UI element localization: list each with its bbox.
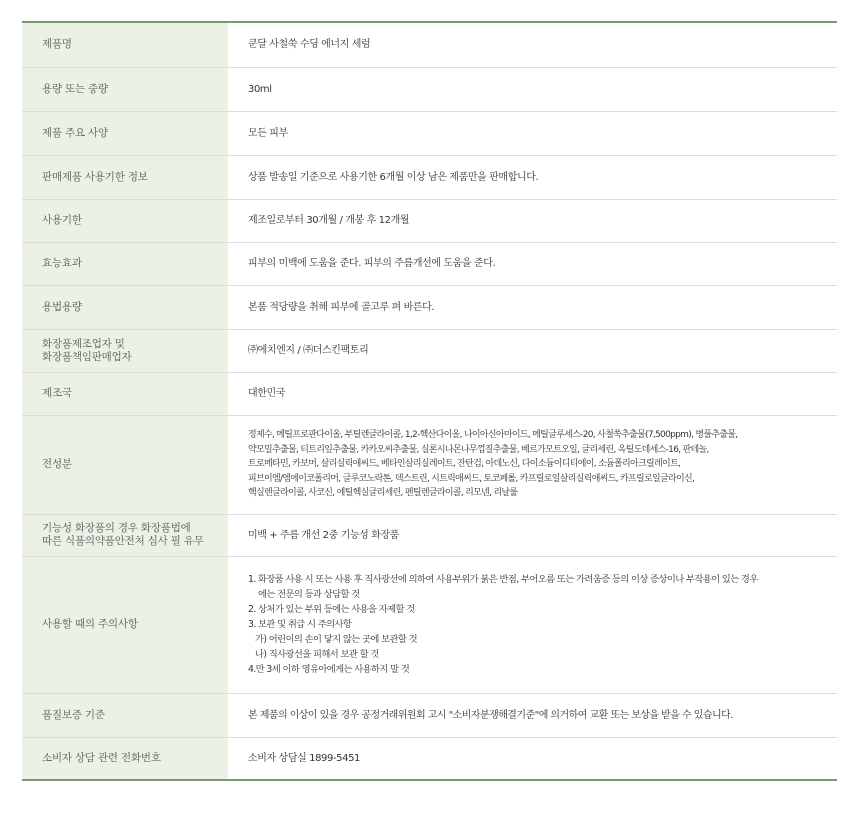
table-row-usage [22, 285, 837, 329]
value-line: 상품 발송일 기준으로 사용기한 6개월 이상 남은 제품만을 판매합니다. [248, 171, 539, 183]
row-label [22, 372, 228, 415]
label-line: 효능효과 [42, 257, 82, 269]
row-label [22, 111, 228, 155]
row-value [228, 199, 837, 242]
label-line: 따른 식품의약품안전처 심사 필 유무 [42, 535, 204, 547]
label-line: 기능성 화장품의 경우 화장품법에 [42, 522, 191, 534]
value-line: 에는 전문의 등과 상담할 것 [258, 589, 360, 600]
row-label [22, 693, 228, 737]
label-line: 품질보증 기준 [42, 708, 105, 721]
value-line: 정제수, 메틸프로판다이올, 부틸렌글라이콜, 1,2-헥산다이올, 나이아신아마이드, 메틸글루세스-20, 사철쑥추출물(7,500ppm), 병풀추출물, [248, 430, 738, 441]
value-line: 1. 화장품 사용 시 또는 사용 후 직사광선에 의하여 사용부위가 붉은 반점, 부어오름 또는 가려움증 등의 이상 증상이나 부작용이 있는 경우 [248, 574, 758, 585]
label-line: 제조국 [42, 387, 72, 399]
row-label [22, 737, 228, 780]
table-row-volume [22, 67, 837, 111]
value-line: 2. 상처가 있는 부위 등에는 사용을 자제할 것 [248, 604, 415, 615]
table-row-country [22, 372, 837, 415]
value-line: 미백 + 주름 개선 2중 기능성 화장품 [248, 529, 399, 541]
row-label [22, 556, 228, 693]
row-value [228, 737, 837, 780]
row-value [228, 329, 837, 372]
label-line: 소비자 상담 관련 전화번호 [42, 751, 161, 764]
table-row-quality-guarantee [22, 693, 837, 737]
value-line: 헥실렌글라이콜, 사코신, 에틸헥실글리세린, 펜틸렌글라이콜, 리모넨, 리날룰 [248, 488, 518, 499]
row-label [22, 155, 228, 199]
row-label [22, 514, 228, 556]
value-line: 본 제품의 이상이 있을 경우 공정거래위원회 고시 "소비자분쟁해결기준"에 의거하여 교환 또는 보상을 받을 수 있습니다. [248, 709, 733, 721]
row-label [22, 199, 228, 242]
row-value [228, 22, 837, 67]
value-line: 피브이엠/엠에이코폴리머, 글루코노락톤, 덱스트린, 시트릭애씨드, 토코페롤, 카프릴로일살리실릭애씨드, 카프릴로일글라이신, [248, 473, 695, 484]
product-info-table [22, 21, 837, 781]
value-line: 제조일로부터 30개월 / 개봉 후 12개월 [248, 215, 410, 226]
table-row-main-spec [22, 111, 837, 155]
row-label [22, 67, 228, 111]
value-line: 모든 피부 [248, 127, 288, 139]
table-row-functional-cosmetic [22, 514, 837, 556]
label-line: 제품 주요 사양 [42, 126, 108, 139]
table-row-consumer-phone [22, 737, 837, 780]
row-label [22, 242, 228, 285]
label-line: 용량 또는 중량 [42, 82, 108, 95]
label-line: 사용기한 [42, 214, 82, 226]
table-row-manufacturer [22, 329, 837, 372]
row-label [22, 329, 228, 372]
value-line: 대한민국 [248, 388, 286, 399]
value-line: 쿤달 사철쑥 수딩 에너지 세럼 [248, 39, 371, 51]
row-value [228, 242, 837, 285]
row-value [228, 514, 837, 556]
row-value [228, 67, 837, 111]
row-label [22, 285, 228, 329]
row-value [228, 415, 837, 514]
value-line: 약모밀추출물, 티트리잎추출물, 카카오씨추출물, 실론시나몬나무껍질추출물, 베르가모트오일, 글리세린, 옥틸도데세스-16, 판테놀, [248, 444, 709, 455]
label-line: 사용할 때의 주의사항 [42, 618, 138, 630]
value-line: 나) 직사광선을 피해서 보관 할 것 [255, 649, 379, 660]
label-line: 용법용량 [42, 300, 82, 313]
row-value [228, 111, 837, 155]
row-value [228, 155, 837, 199]
table-row-efficacy [22, 242, 837, 285]
value-line: ㈜에치엔지 / ㈜더스킨팩토리 [248, 345, 369, 356]
table-row-sales-expiry-info [22, 155, 837, 199]
table-row-ingredients [22, 415, 837, 514]
value-line: 피부의 미백에 도움을 준다. 피부의 주름개선에 도움을 준다. [248, 258, 496, 269]
value-line: 트로메타민, 카보머, 살리실릭애씨드, 베타인살리실레이트, 잔탄검, 아데노신, 다이소듐이디티에이, 소듐폴리아크릴레이트, [248, 459, 681, 470]
row-label [22, 22, 228, 67]
value-line: 본품 적당량을 취해 피부에 골고루 펴 바른다. [248, 301, 435, 313]
row-value [228, 693, 837, 737]
label-line: 전성분 [42, 458, 72, 470]
row-value [228, 372, 837, 415]
value-line: 가) 어린이의 손이 닿지 않는 곳에 보관할 것 [255, 634, 417, 645]
label-line: 화장품책임판매업자 [42, 350, 132, 363]
table-row-product-name [22, 22, 837, 67]
table-row-precautions [22, 556, 837, 693]
row-value [228, 556, 837, 693]
label-line: 화장품제조업자 및 [42, 337, 125, 350]
label-line: 판매제품 사용기한 정보 [42, 170, 148, 183]
value-line: 4.만 3세 이하 영유아에게는 사용하지 말 것 [248, 664, 410, 675]
value-line: 30ml [248, 83, 272, 95]
table-row-expiry [22, 199, 837, 242]
row-label [22, 415, 228, 514]
row-value [228, 285, 837, 329]
value-line: 소비자 상담실 1899-5451 [248, 752, 361, 764]
label-line: 제품명 [42, 38, 72, 51]
value-line: 3. 보관 및 취급 시 주의사항 [248, 619, 352, 630]
